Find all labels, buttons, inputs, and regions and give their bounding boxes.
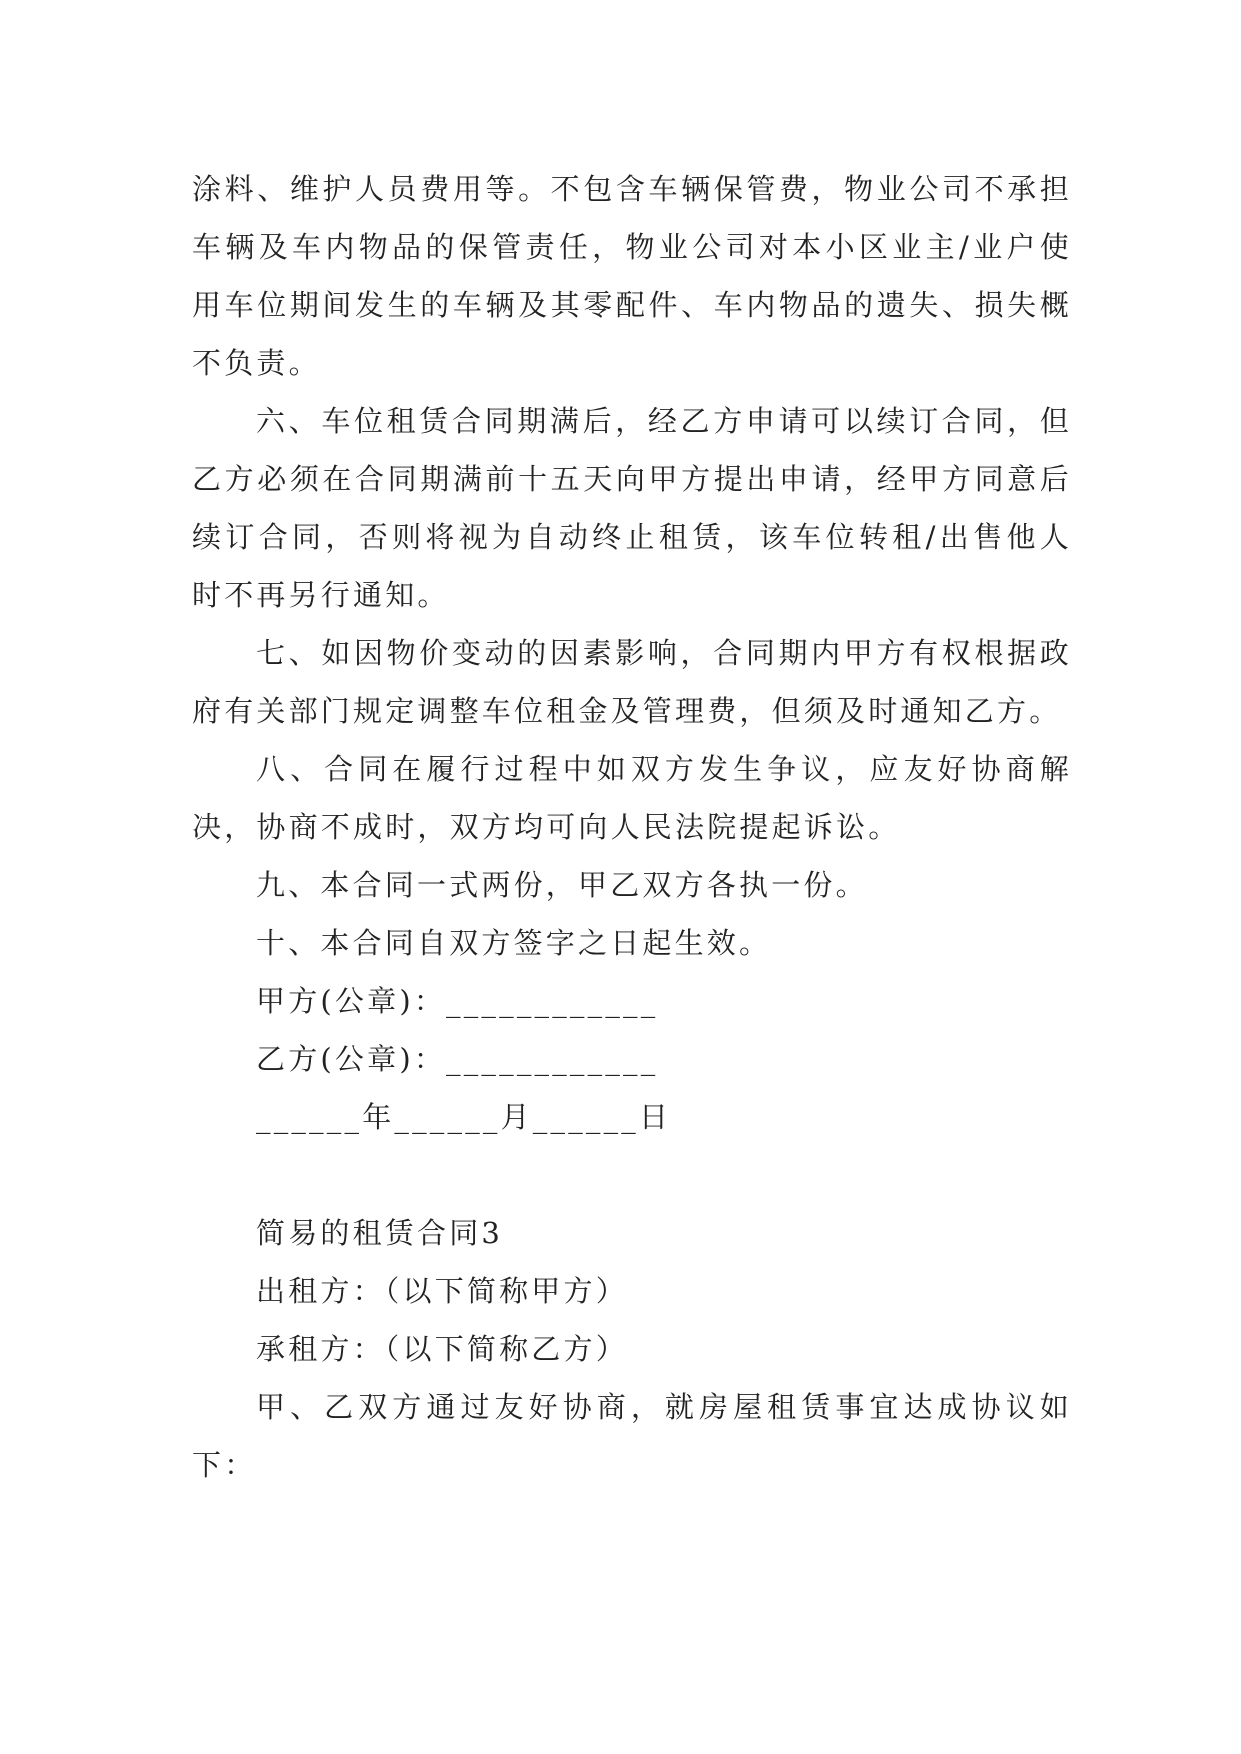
signature-party-a: 甲方(公章)：____________ <box>256 984 659 1018</box>
paragraph-continued: 涂料、维护人员费用等。不包含车辆保管费，物业公司不承担车辆及车内物品的保管责任，物业公司对本小区业主/业户使用车位期间发生的车辆及其零配件、车内物品的遗失、损失概不负责。 <box>192 172 1072 380</box>
clause-eight: 八、合同在履行过程中如双方发生争议，应友好协商解决，协商不成时，双方均可向人民法院提起诉讼。 <box>192 752 1072 844</box>
section-gap <box>192 1146 1072 1204</box>
section-title: 简易的租赁合同3 <box>256 1216 504 1250</box>
agreement-intro: 甲、乙双方通过友好协商，就房屋租赁事宜达成协议如下： <box>192 1390 1072 1482</box>
clause-seven: 七、如因物价变动的因素影响，合同期内甲方有权根据政府有关部门规定调整车位租金及管理费，但须及时通知乙方。 <box>192 636 1072 728</box>
signature-date: ______年______月______日 <box>256 1100 672 1134</box>
signature-party-b: 乙方(公章)：____________ <box>256 1042 659 1076</box>
document-body <box>192 160 1072 1494</box>
lessor-line: 出租方：（以下简称甲方） <box>256 1274 628 1308</box>
clause-six: 六、车位租赁合同期满后，经乙方申请可以续订合同，但乙方必须在合同期满前十五天向甲方提出申请，经甲方同意后续订合同，否则将视为自动终止租赁，该车位转租/出售他人时不再另行通知。 <box>192 404 1072 612</box>
clause-nine: 九、本合同一式两份，甲乙双方各执一份。 <box>256 868 868 902</box>
clause-ten: 十、本合同自双方签字之日起生效。 <box>256 926 772 960</box>
lessee-line: 承租方：（以下简称乙方） <box>256 1332 628 1366</box>
